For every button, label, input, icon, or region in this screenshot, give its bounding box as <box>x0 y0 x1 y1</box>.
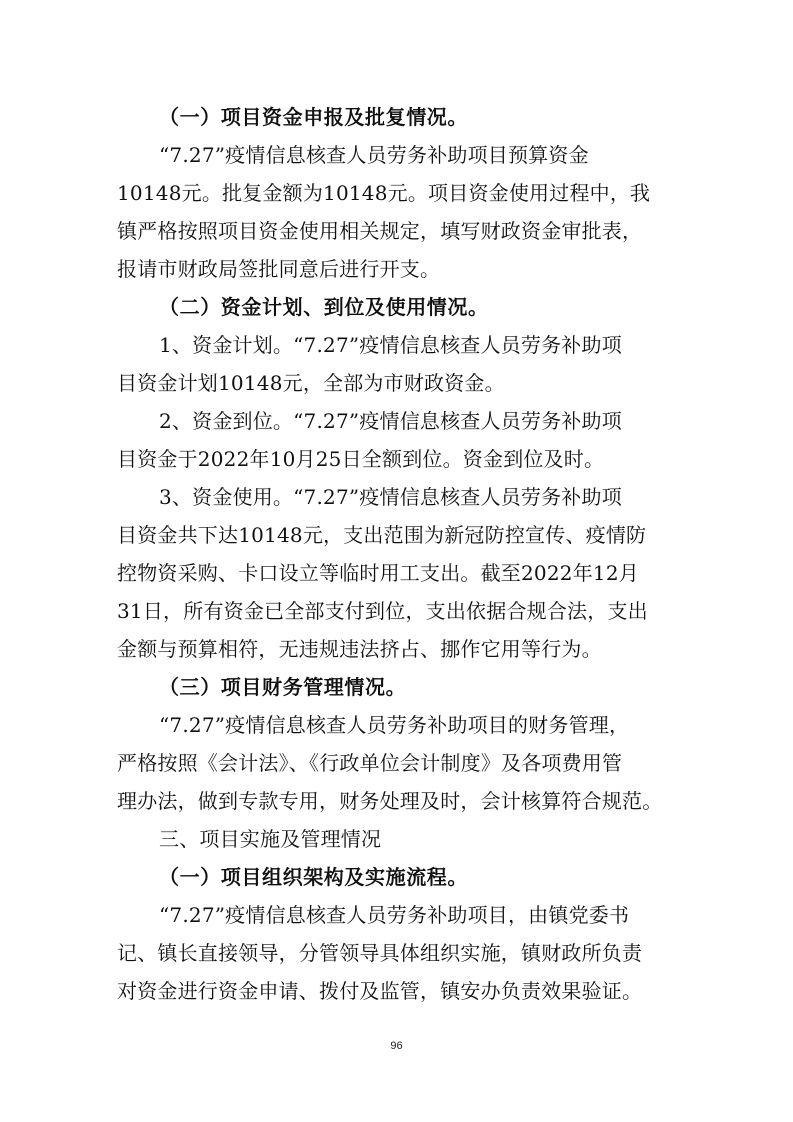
paragraph-line: 严格按照《会计法》、《行政单位会计制度》及各项费用管 <box>117 751 623 775</box>
paragraph-line: 镇严格按照项目资金使用相关规定，填写财政资金审批表， <box>117 219 643 243</box>
section-heading-1-2: （二）资金计划、到位及使用情况。 <box>159 295 489 319</box>
section-heading-1-3: （三）项目财务管理情况。 <box>159 675 407 699</box>
paragraph-line: 31日，所有资金已全部支付到位，支出依据合规合法，支出 <box>117 599 648 623</box>
paragraph-line: 2、资金到位。“7.27”疫情信息核查人员劳务补助项 <box>159 409 622 433</box>
paragraph-line: 控物资采购、卡口设立等临时用工支出。截至2022年12月 <box>117 561 639 585</box>
section-heading-1-1: （一）项目资金申报及批复情况。 <box>159 105 468 129</box>
paragraph-line: “7.27”疫情信息核查人员劳务补助项目预算资金 <box>159 143 589 167</box>
section-heading-3-1: （一）项目组织架构及实施流程。 <box>159 865 468 889</box>
paragraph-line: “7.27”疫情信息核查人员劳务补助项目，由镇党委书 <box>159 903 630 927</box>
paragraph-line: 目资金共下达10148元，支出范围为新冠防控宣传、疫情防 <box>117 523 647 547</box>
document-body <box>117 98 682 1010</box>
paragraph-line: 1、资金计划。“7.27”疫情信息核查人员劳务补助项 <box>159 333 622 357</box>
paragraph-line: 记、镇长直接领导，分管领导具体组织实施，镇财政所负责 <box>117 941 643 965</box>
paragraph-line: 报请市财政局签批同意后进行开支。 <box>117 257 441 281</box>
paragraph-line: 3、资金使用。“7.27”疫情信息核查人员劳务补助项 <box>159 485 622 509</box>
section-heading-3: 三、项目实施及管理情况 <box>159 827 382 851</box>
paragraph-line: 理办法，做到专款专用，财务处理及时，会计核算符合规范。 <box>117 789 663 813</box>
page-number: 96 <box>390 1040 403 1052</box>
paragraph-line: 10148元。批复金额为10148元。项目资金使用过程中，我 <box>117 181 651 205</box>
paragraph-line: 目资金计划10148元，全部为市财政资金。 <box>117 371 505 395</box>
paragraph-line: 目资金于2022年10月25日全额到位。资金到位及时。 <box>117 447 605 471</box>
paragraph-line: 对资金进行资金申请、拨付及监管，镇安办负责效果验证。 <box>117 979 643 1003</box>
paragraph-line: 金额与预算相符，无违规违法挤占、挪作它用等行为。 <box>117 637 602 661</box>
paragraph-line: “7.27”疫情信息核查人员劳务补助项目的财务管理， <box>159 713 630 737</box>
